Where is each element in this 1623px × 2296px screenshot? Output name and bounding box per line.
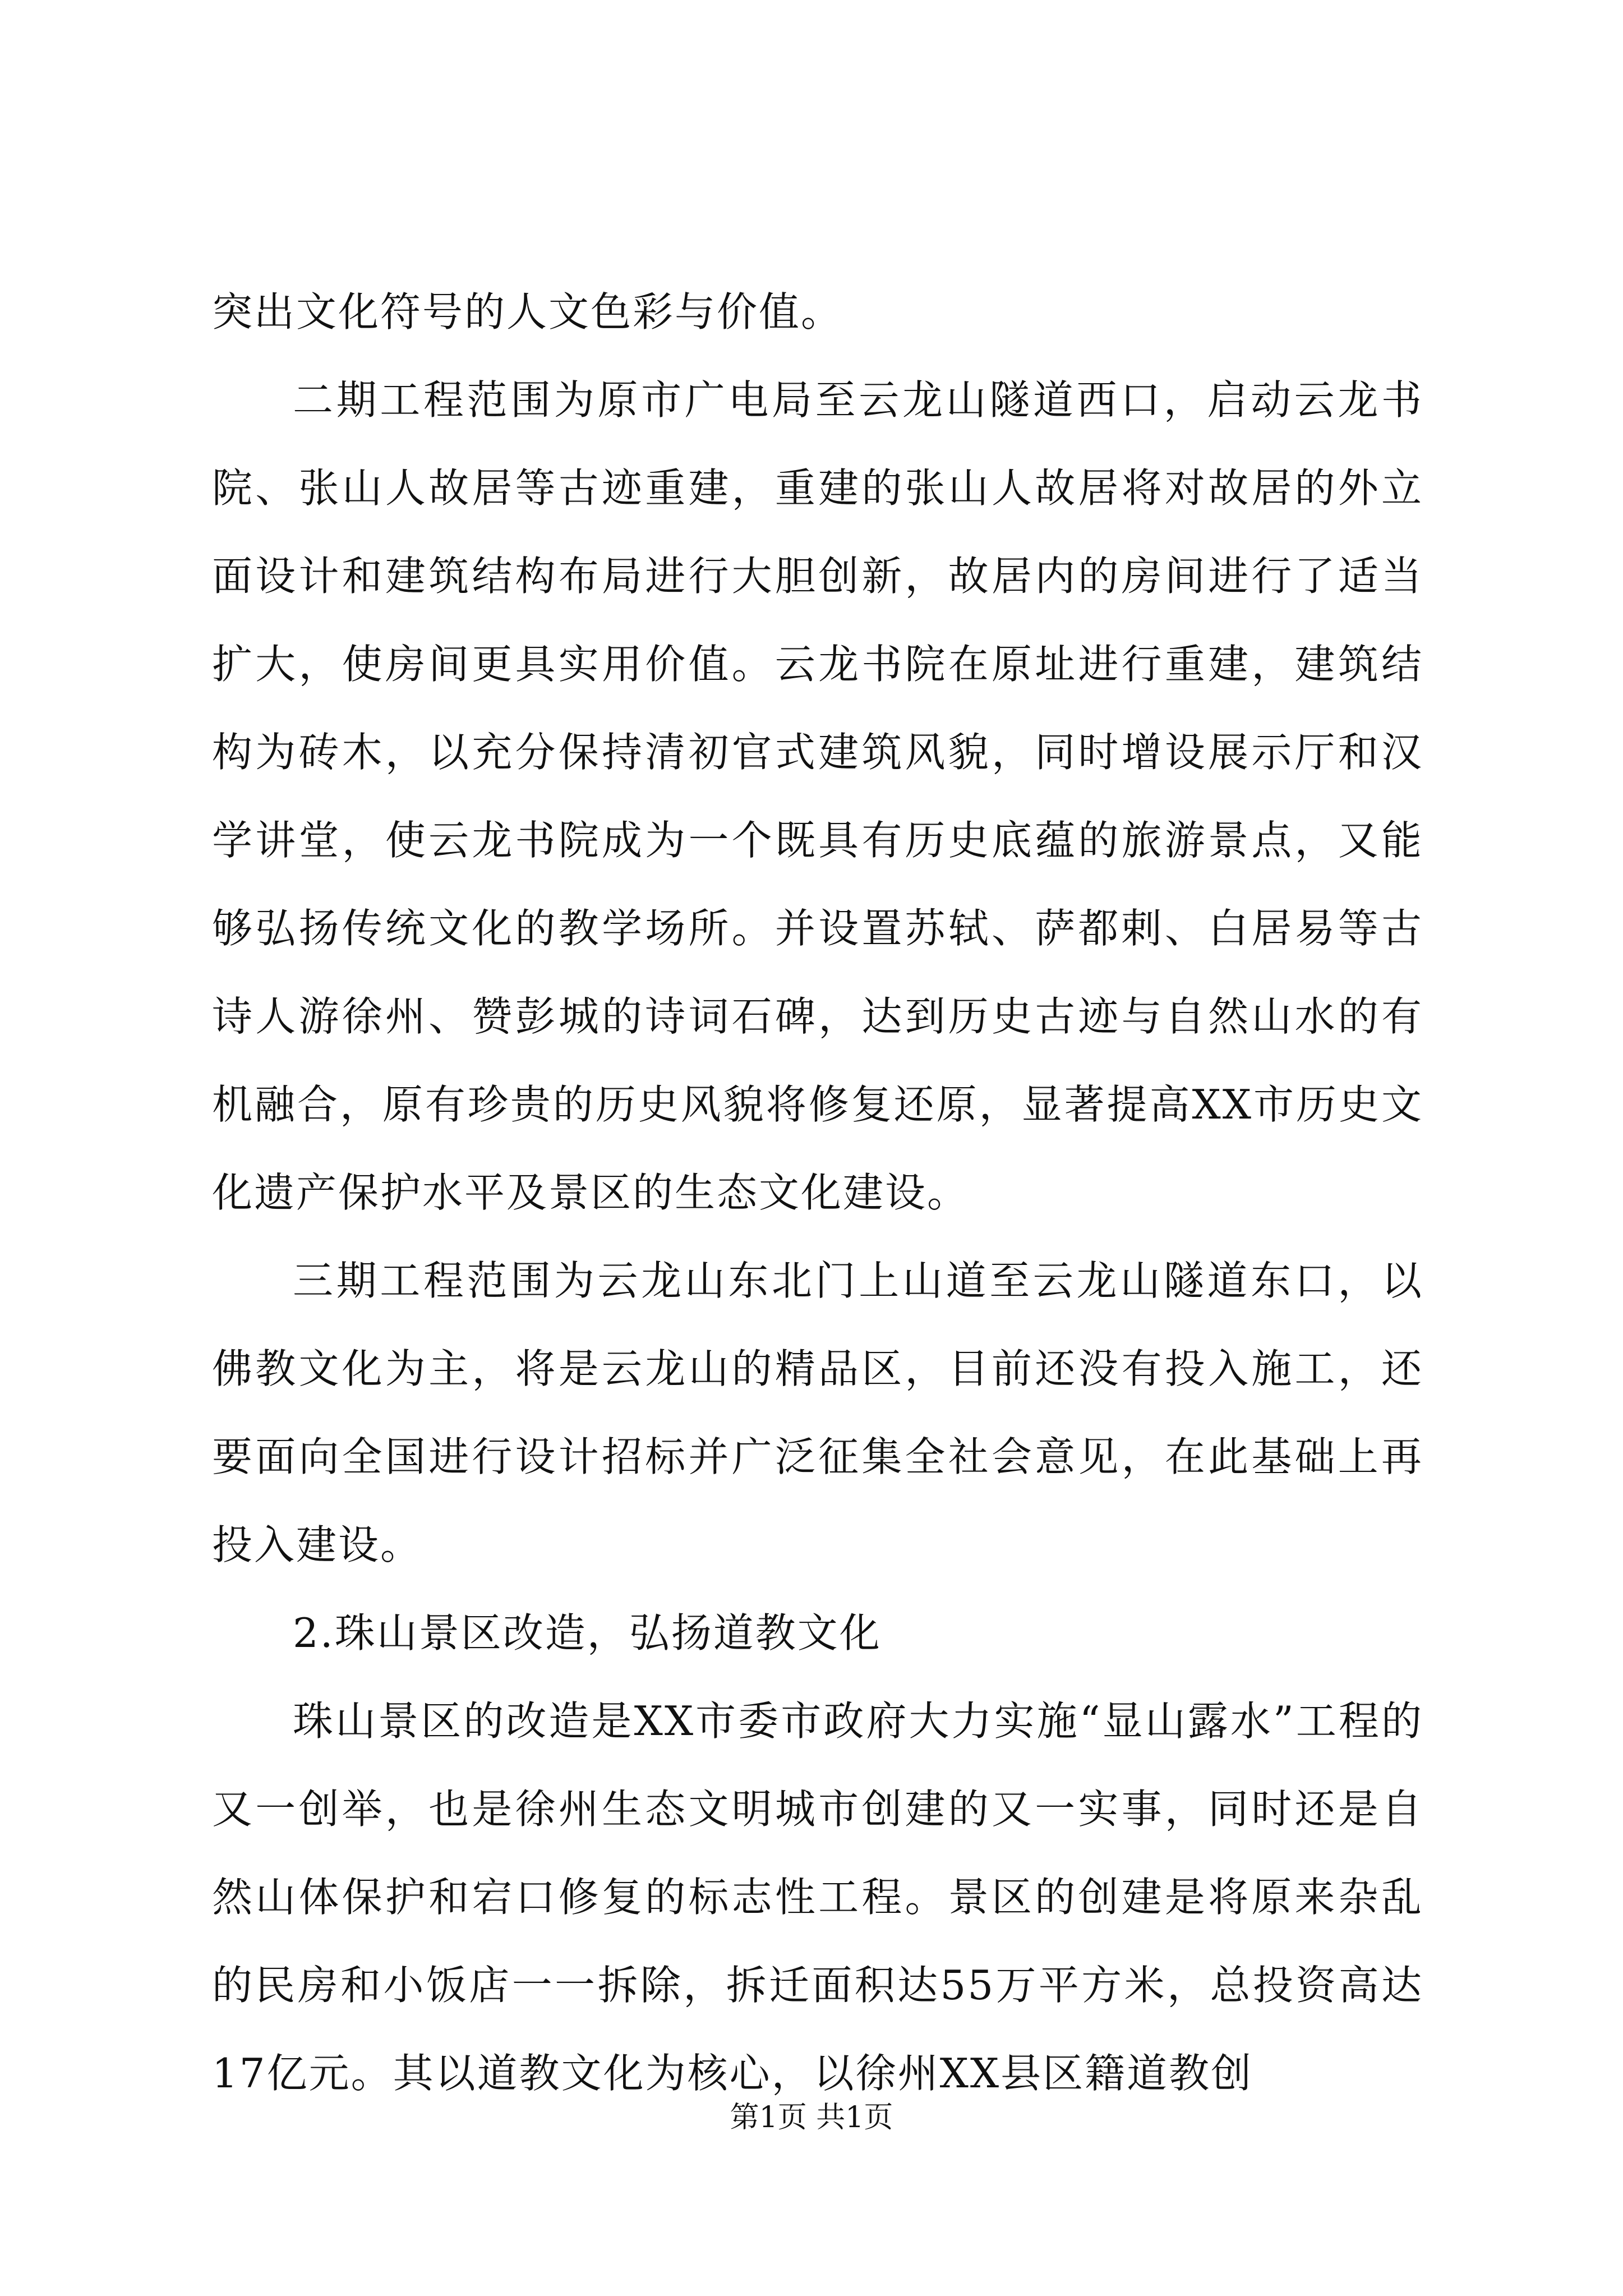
body-text: [212, 268, 1423, 2118]
paragraph-4: 珠山景区的改造是XX市委市政府大力实施“显山露水”工程的又一创举，也是徐州生态文明城市创建的又一实事，同时还是自然山体保护和宕口修复的标志性工程。景区的创建是将原来杂乱的民房和小饭店一一拆除，拆迁面积达55万平方米，总投资高达17亿元。其以道教文化为核心，以徐州XX县区籍道教创: [212, 1697, 1423, 2097]
paragraph-3: 三期工程范围为云龙山东北门上山道至云龙山隧道东口，以佛教文化为主，将是云龙山的精品区，目前还没有投入施工，还要面向全国进行设计招标并广泛征集全社会意见，在此基础上再投入建设。: [212, 1257, 1423, 1568]
page-footer: 第1页 共1页: [730, 2101, 893, 2134]
section-heading: 2.珠山景区改造，弘扬道教文化: [293, 1609, 882, 1657]
paragraph-1: 突出文化符号的人文色彩与价值。: [212, 288, 843, 335]
paragraph-2: 二期工程范围为原市广电局至云龙山隧道西口，启动云龙书院、张山人故居等古迹重建，重建的张山人故居将对故居的外立面设计和建筑结构布局进行大胆创新，故居内的房间进行了适当扩大，使房间更具实用价值。云龙书院在原址进行重建，建筑结构为砖木，以充分保持清初官式建筑风貌，同时增设展示厅和汉学讲堂，使云龙书院成为一个既具有历史底蕴的旅游景点，又能够弘扬传统文化的教学场所。并设置苏轼、萨都剌、白居易等古诗人游徐州、赞彭城的诗词石碑，达到历史古迹与自然山水的有机融合，原有珍贵的历史风貌将修复还原，显著提高XX市历史文化遗产保护水平及景区的生态文化建设。: [212, 376, 1423, 1216]
